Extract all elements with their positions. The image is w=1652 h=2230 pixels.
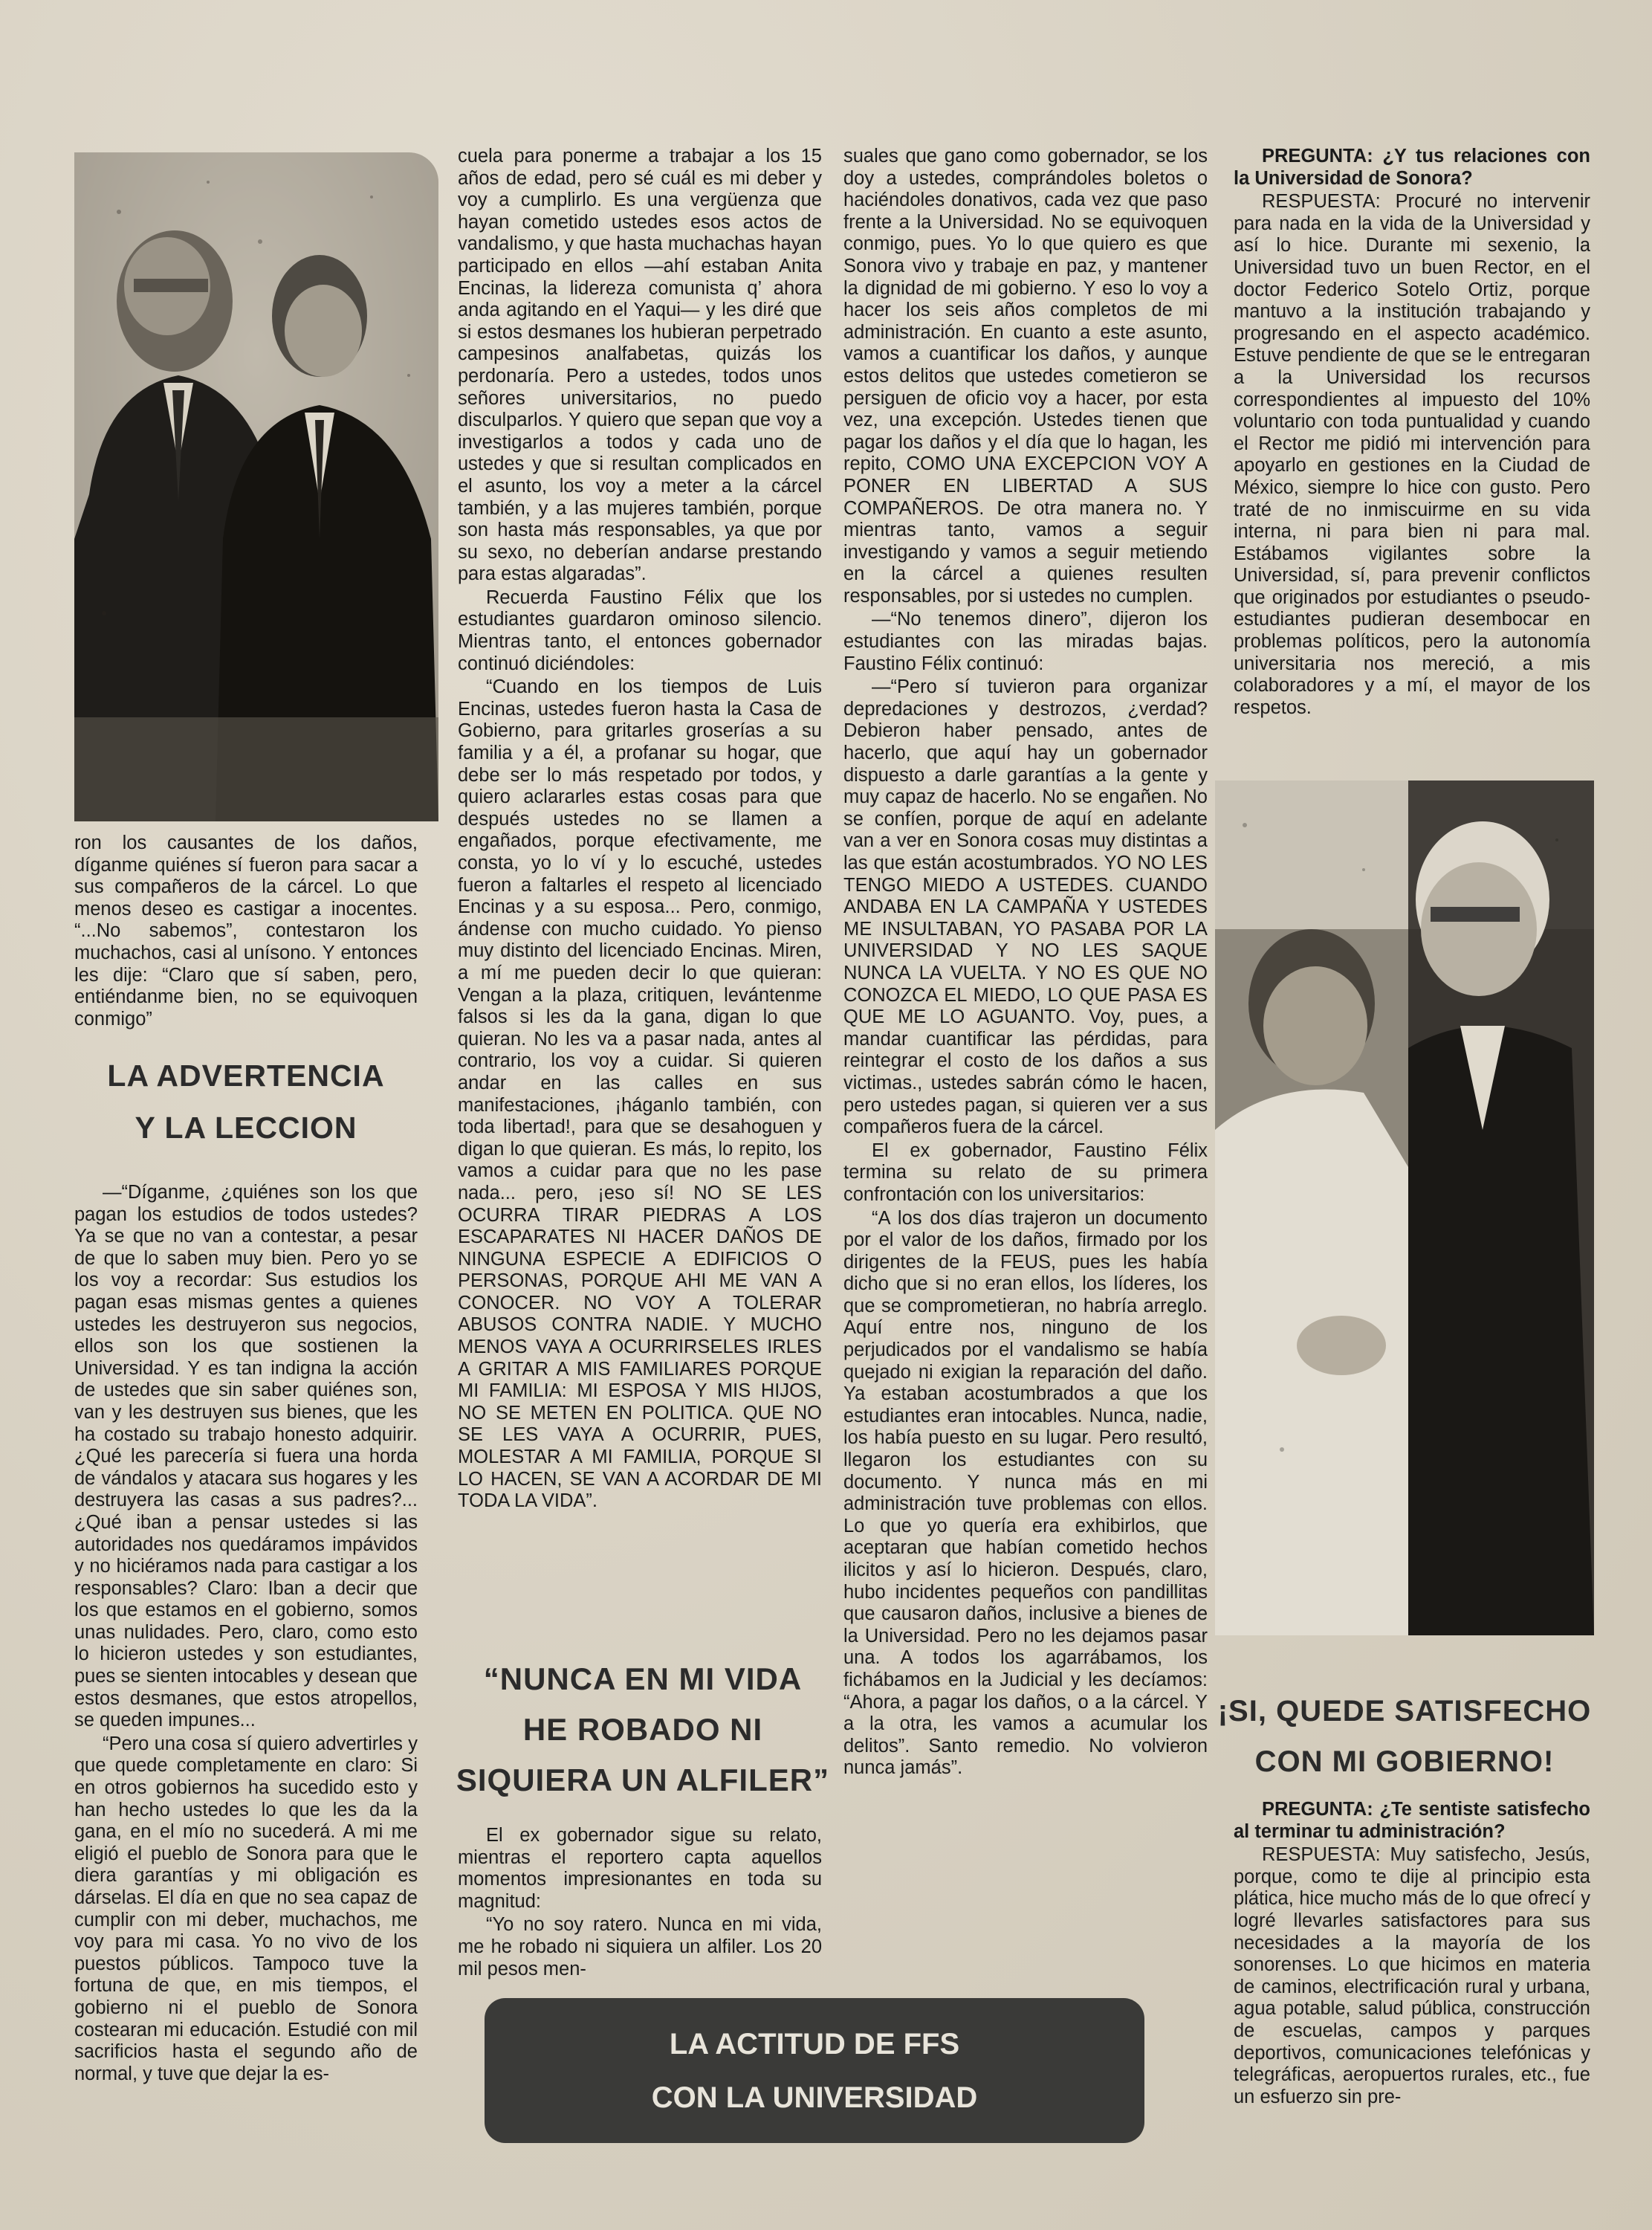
col2-paragraph: “Cuando en los tiempos de Luis Encinas, ustedes fueron hasta la Casa de Gobierno, para gritarles groserías a su familia y a él, a profanar su hogar, que debe ser lo más respetado por todos, y quiero aclararles estas cosas para que después ustedes no se llamen a engañados, porque efectivamente, me consta, yo lo ví y lo escuché, ustedes fueron a faltarles el respeto al licenciado Encinas y a su esposa... Pero, conmigo, ándense con mucho cuidado. Yo pienso muy distinto del licenciado Encinas. Miren, a mí me pueden decir lo que quieran: Vengan a la plaza, critiquen, levántenme falsos si les da la gana, digan lo que quieran. No les va a pasar nada, antes al contrario, los voy a cuidar. Si quieren andar en las calles en sus manifestaciones, ¡háganlo también, con toda libertad!, para que se desahoguen y digan lo que quieran. Es más, lo repito, los vamos a cuidar para que no les pase nada... pero, ¡eso sí! NO SE LES OCURRA TIRAR PIEDRAS A LOS ESCAPARATES NI HACER DAÑOS DE NINGUNA ESPECIE A EDIFICIOS O PERSONAS, PORQUE AHI ME VAN A CONOCER. NO VOY A TOLERAR ABUSOS CONTRA NADIE. Y MUCHO MENOS VAYA A OCURRIRSELES IRLES A GRITAR A MIS FAMILIARES PORQUE MI FAMILIA: MI ESPOSA Y MIS HIJOS, NO SE METEN EN POLITICA. QUE NO SE LES VAYA A OCURRIR, PUES, MOLESTAR A MI FAMILIA, PORQUE SI LO HACEN, SE VAN A ACORDAR DE MI TODA LA VIDA”. xyxy=(458,676,822,1512)
answer-label: RESPUESTA: xyxy=(1262,1844,1381,1866)
col1-paragraph: “Pero una cosa sí quiero advertirles y que quede completamente en claro: Si en otros gobiernos ha sucedido esto y han hecho ustedes lo que les da la gana, en el mío no sucederá. A mi me eligió el pueblo de Sonora para que le diera garantías y mi obligación es dárselas. El día en que no sea capaz de cumplir con mi deber, muchachos, me voy para mi casa. Yo no vivo de los puestos públicos. Tampoco tuve la fortuna de que, en mis tiempos, el gobierno ni el pueblo de Sonora costearan mi educación. Estudié con mil sacrificios hasta el segundo año de normal, y tuve que dejar la es- xyxy=(74,1733,418,2084)
headline-line: Y LA LECCION xyxy=(135,1111,357,1145)
photo-two-men-image xyxy=(74,152,438,821)
photo-two-men xyxy=(74,152,438,821)
question-label: PREGUNTA: xyxy=(1262,1799,1373,1820)
column-3 xyxy=(843,146,1208,1781)
col3-paragraph: suales que gano como gobernador, se los doy a ustedes, comprándoles boletos o haciéndoles donativos, cada vez que paso frente a la Universidad. No se equivoquen conmigo, pues. Yo lo que quiero es que Sonora vivo y trabaje en paz, y mantener la dignidad de mi gobierno. Y eso lo voy a hacer los seis años completos de mi administración. En cuanto a este asunto, vamos a cuantificar los daños, y aunque estos delitos que ustedes cometieron se persiguen de oficio voy a hacer, por esta vez, una excepción. Ustedes tienen que pagar los daños y el día que lo hagan, les repito, COMO UNA EXCEPCION VOY A PONER EN LIBERTAD A SUS COMPAÑEROS. De otra manera no. Y mientras tanto, vamos a seguir investigando y vamos a seguir metiendo en la cárcel a quienes resulten responsables, por si ustedes no cumplen. xyxy=(843,146,1208,607)
headline-nunca-en-mi-vida xyxy=(446,1654,840,1806)
box-line: CON LA UNIVERSIDAD xyxy=(651,2081,978,2114)
col3-paragraph: “A los dos días trajeron un documento por el valor de los daños, firmado por los dirigentes de la FEUS, pues les había dicho que si no eran ellos, los líderes, los que se comprometieran, no habría arreglo. Aquí entre nos, ninguno de los perjudicados por el vandalismo se había quejado ni exigian la reparación del daño. Ya estaban acostumbrados a que los estudiantes eran intocables. Nunca, nadie, los había puesto en su lugar. Pero resultó, llegaron los estudiantes con su documento. Y nunca más en mi administración tuve problemas con ellos. Lo que yo quería era exhibirlos, que aceptaran que habían cometido hechos ilicitos y así lo hicieron. Después, claro, hubo incidentes pequeños con pandillitas que causaron daños, inclusive a bienes de la Universidad. Pero no les dejamos pasar una. A todos los agarrábamos, los fichábamos en la Judicial y les decíamos: “Ahora, a pagar los daños, o a la cárcel. Y a la otra, les vamos a acumular los delitos”. Santo remedio. No volvieron nunca jamás”. xyxy=(843,1207,1208,1779)
column-1-body xyxy=(74,1182,418,2087)
photo-governor xyxy=(1215,780,1594,1635)
col2-paragraph: Recuerda Faustino Félix que los estudiantes guardaron ominoso silencio. Mientras tanto, el entonces gobernador continuó diciéndoles: xyxy=(458,586,822,674)
col3-paragraph: —“No tenemos dinero”, dijeron los estudiantes con las miradas bajas. Faustino Félix continuó: xyxy=(843,609,1208,674)
column-2 xyxy=(458,146,822,1514)
col2-paragraph: “Yo no soy ratero. Nunca en mi vida, me he robado ni siquiera un alfiler. Los 20 mil pesos men- xyxy=(458,1914,822,1979)
column-1 xyxy=(74,833,418,1032)
col2-paragraph: El ex gobernador sigue su relato, mientras el reportero capta aquellos momentos impresionantes en toda su magnitud: xyxy=(458,1825,822,1912)
col3-paragraph: El ex gobernador, Faustino Félix termina su relato de su primera confrontación con los universitarios: xyxy=(843,1140,1208,1205)
answer-2 xyxy=(1234,1844,1590,2108)
col3-paragraph: —“Pero sí tuvieron para organizar depredaciones y destrozos, ¿verdad? Debieron haber pensado, antes de hacerlo, que aquí hay un gobernador dispuesto a darle garantías a la gente y muy capaz de hacerlo. No se engañen. No se confíen, porque de aquí en adelante van a ver en Sonora cosas muy distintas a las que están acostumbrados. YO NO LES TENGO MIEDO A USTEDES. CUANDO ANDABA EN LA CAMPAÑA Y USTEDES ME INSULTABAN, YO PASABA POR LA UNIVERSIDAD Y NO LES SAQUE NUNCA LA VUELTA. Y NO ES QUE NO CONOZCA EL MIEDO, LO QUE PASA ES QUE ME LO AGUANTO. Voy, pues, a mandar cuantificar las pérdidas, para reintegrar el costo de los daños a sus victimas., ustedes sabrán cómo le hacen, pero ustedes pagan, si quieren ver a sus compañeros fuera de la cárcel. xyxy=(843,676,1208,1138)
photo-governor-image xyxy=(1215,780,1594,1635)
headline-line: CON MI GOBIERNO! xyxy=(1254,1745,1555,1778)
column-4 xyxy=(1234,146,1590,720)
headline-line: LA ADVERTENCIA xyxy=(107,1059,385,1093)
headline-line: SIQUIERA UN ALFILER” xyxy=(456,1762,830,1797)
answer-label: RESPUESTA: xyxy=(1262,191,1381,213)
headline-line: “NUNCA EN MI VIDA xyxy=(483,1661,803,1696)
answer-text: Muy satisfecho, Jesús, porque, como te dije al principio esta plática, hice mucho más de lo que ofrecí y logré llevarles satisfactores para sus necesidades a la mayoría de los sonorenses. Lo que hicimos en materia de caminos, electrificación rural y urbana, agua potable, salud pública, construcción de escuelas, campos y parques deportivos, comunicaciones telefónicas y telegráficas, aeropuertos rurales, etc., fue un esfuerzo sin pre- xyxy=(1234,1844,1590,2107)
question-2 xyxy=(1234,1799,1590,1843)
col2-paragraph: cuela para ponerme a trabajar a los 15 años de edad, pero sé cuál es mi deber y voy a cumplirlo. Es una vergüenza que hayan cometido ustedes esos actos de vandalismo, y que hasta muchachas hayan participado en ellos —ahí estaban Anita Encinas, la lidereza comunista q’ ahora anda agitando en el Yaqui— y les diré que si estos desmanes los hubieran perpetrado campesinos analfabetas, quizás los perdonaría. Pero a ustedes, todos unos señores universitarios, no puedo disculparlos. Y quiero que sepan que voy a investigarlos a todos y cada uno de ustedes y que si resultan complicados en el asunto, los voy a meter a la cárcel también, y a las mujeres también, porque son hasta más responsables, ya que por su sexo, no deberían andarse prestando para estas algaradas”. xyxy=(458,146,822,585)
headline-la-advertencia xyxy=(74,1050,418,1154)
column-2-after xyxy=(458,1825,822,1982)
question-1 xyxy=(1234,146,1590,190)
column-4-bottom xyxy=(1234,1799,1590,2110)
headline-si-quede-satisfecho xyxy=(1211,1686,1598,1787)
box-line: LA ACTITUD DE FFS xyxy=(669,2028,960,2061)
answer-1 xyxy=(1234,191,1590,719)
headline-line: ¡SI, QUEDE SATISFECHO xyxy=(1217,1695,1592,1728)
section-box-la-actitud xyxy=(485,1998,1144,2143)
question-label: PREGUNTA: xyxy=(1262,146,1373,167)
question-text: ¿Te sentiste satisfecho al terminar tu administración? xyxy=(1234,1799,1590,1842)
question-text: ¿Y tus relaciones con la Universidad de Sonora? xyxy=(1234,146,1590,189)
answer-text: Procuré no intervenir para nada en la vida de la Universidad y así lo hice. Durante mi sexenio, la Universidad tuvo un buen Rector, en el doctor Federico Sotelo Ortiz, porque mantuvo a la institución trabajando y progresando en el aspecto académico. Estuve pendiente de que se le entregaran a la Universidad los recursos correspondientes al impuesto del 10% voluntario con toda puntualidad y cuando el Rector me pidió mi intervención para apoyarlo en gestiones en la Ciudad de México, siempre lo hice con gusto. Pero traté de no inmiscuirme en su vida interna, ni para bien ni para mal. Estábamos vigilantes sobre la Universidad, sí, para prevenir conflictos que originados por estudiantes o pseudo-estudiantes pudieran desembocar en problemas políticos, pero la autonomía universitaria nos mereció, a mis colaboradores y a mí, el mayor de los respetos. xyxy=(1234,191,1590,718)
col1-paragraph: —“Díganme, ¿quiénes son los que pagan los estudios de todos ustedes? Ya se que no van a contestar, a pesar de que lo saben muy bien. Pero yo se los voy a recordar: Sus estudios los pagan esas mismas gentes a quienes ustedes les destruyeron sus negocios, ellos son los que sostienen la Universidad. Y es tan indigna la acción de ustedes que sin saber quiénes son, van y les destruyen sus bienes, que les ha costado su trabajo honesto adquirir. ¿Qué les parecería si fuera una horda de vándalos y atacara sus hogares y les destruyera las casas a sus padres?... ¿Qué iban a pensar ustedes si las autoridades nos quedáramos impávidos y no hiciéramos nada para castigar a los responsables? Claro: Iban a decir que los que estamos en el gobierno, somos unas nulidades. Pero, claro, como esto lo hicieron ustedes y son estudiantes, pues se sienten intocables y desean que estos desmanes, que estos atropellos, se queden impunes... xyxy=(74,1182,418,1731)
headline-line: HE ROBADO NI xyxy=(522,1712,763,1747)
col1-paragraph: ron los causantes de los daños, díganme quiénes sí fueron para sacar a sus compañeros de la cárcel. Lo que menos deseo es castigar a inocentes. “...No sabemos”, contestaron los muchachos, casi al unísono. Y entonces les dije: “Claro que sí saben, pero, entiéndanme bien, no se equivoquen conmigo” xyxy=(74,833,418,1030)
